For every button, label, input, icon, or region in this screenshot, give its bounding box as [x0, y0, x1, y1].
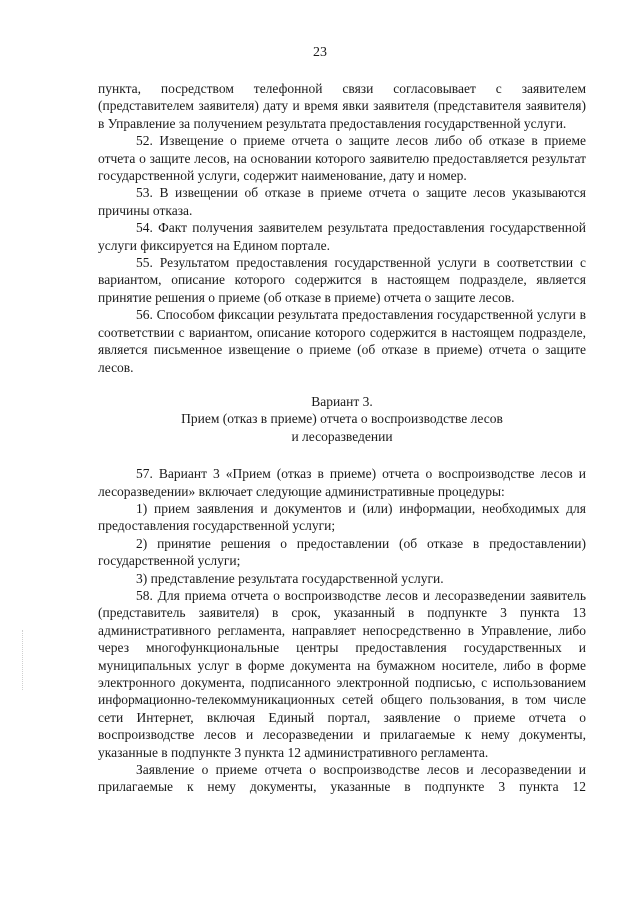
paragraph-58-continued: Заявление о приеме отчета о воспроизводстве лесов и лесоразведении и прилагаемые к нему документы, указанные в подпункте 3 пункта 12: [98, 762, 586, 795]
paragraph-58: 58. Для приема отчета о воспроизводстве лесов и лесоразведении заявитель (представитель заявителя) в срок, указанный в подпункте 3 пункта 13 административного регламента, направляет непосредственно в Управление, либо через многофункциональные центры предоставления государственных и муниципальных услуг в форме документа на бумажном носителе, либо в форме электронного документа, подписанного электронной подписью, с использованием информационно-телекоммуникационных сетей общего пользования, в том числе сети Интернет, включая Единый портал, заявление о приеме отчета о воспроизводстве лесов и лесоразведении и прилагаемые к нему документы, указанные в подпункте 3 пункта 12 административного регламента.: [98, 587, 586, 760]
paragraph-56: 56. Способом фиксации результата предоставления государственной услуги в соответствии с вариантом, описание которого содержится в настоящем подразделе, является письменное извещение о приеме (об отказе в приеме) отчета о защите лесов.: [98, 307, 586, 375]
section-heading-variant: Вариант 3.: [311, 393, 373, 409]
paragraph-57: 57. Вариант 3 «Прием (отказ в приеме) отчета о воспроизводстве лесов и лесоразведении» включает следующие административные процедуры:: [98, 466, 586, 499]
list-item-57-1: 1) прием заявления и документов и (или) информации, необходимых для предоставления государственной услуги;: [98, 500, 586, 534]
paragraph-54: 54. Факт получения заявителем результата предоставления государственной услуги фиксируется на Едином портале.: [98, 220, 586, 253]
document-body: [98, 80, 586, 796]
spacer: [98, 445, 586, 465]
section-heading-title-cont: и лесоразведении: [291, 428, 393, 444]
spacer: [98, 376, 586, 393]
list-item-57-3: 3) представление результата государственной услуги.: [136, 570, 444, 586]
section-heading-title: Прием (отказ в приеме) отчета о воспроизводстве лесов: [181, 411, 503, 427]
paragraph-continuation: пункта, посредством телефонной связи согласовывает с заявителем (представителем заявителя) дату и время явки заявителя (представителя заявителя) в Управление за получением результата предоставления государственной услуги.: [98, 81, 586, 131]
page-number: 23: [313, 45, 327, 60]
paragraph-53: 53. В извещении об отказе в приеме отчета о защите лесов указываются причины отказа.: [98, 185, 586, 218]
margin-artifact: [22, 630, 29, 690]
paragraph-52: 52. Извещение о приеме отчета о защите лесов либо об отказе в приеме отчета о защите лесов, на основании которого заявителю предоставляется результат государственной услуги, содержит наименование, дату и номер.: [98, 133, 586, 184]
paragraph-55: 55. Результатом предоставления государственной услуги в соответствии с вариантом, описание которого содержится в настоящем подразделе, является принятие решения о приеме (об отказе в приеме) отчета о защите лесов.: [98, 255, 586, 305]
list-item-57-2: 2) принятие решения о предоставлении (об отказе в предоставлении) государственной услуги;: [98, 535, 586, 569]
